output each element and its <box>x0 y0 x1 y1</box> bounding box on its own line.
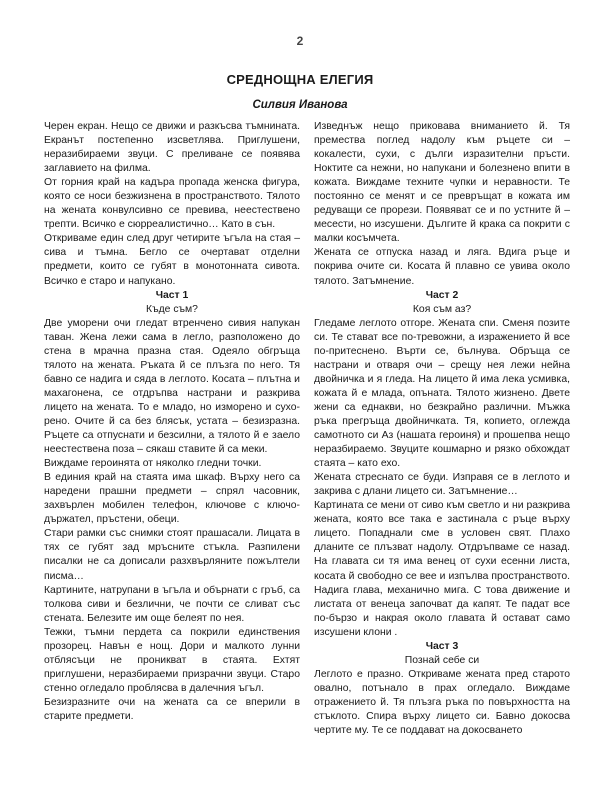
paragraph: Леглото е празно. Откриваме жената пред старото овално, потънало в прах огледало. Виждаме отражението й. Тя плъзга ръка по повърхността на стъклото. Спира върху лицето си. Бавно докосва чертите му. Те се поддават на докосването <box>314 668 570 737</box>
paragraph: От горния край на кадъра пропада женска фигура, която се носи безжизнена в пространството. Тялото на жената конвулсивно се превива, неестествено трепти. Всичко е сюрреалистично… Като в сън. <box>44 177 300 231</box>
paragraph: Тежки, тъмни пердета са покрили единствения прозорец. Навън е нощ. Дори и малкото лунни отблясъци не проникват в стаята. Ехтят приглушени, неразбираеми призрачни звуци. Старо стенно огледало проблясва в далечния ъгъл. <box>44 626 300 694</box>
section-heading-part3: Част 3 <box>425 640 459 652</box>
paragraph: Безизразните очи на жената са се вперили в старите предмети. <box>44 696 300 722</box>
paragraph: Две уморени очи гледат втренчено сивия напукан таван. Жена лежи сама в легло, разположено до стена в мрачна празна стая. Одеяло обгръща тялото на жената. Ръката й се плъзга по него. Тя бавно се надига и сяда в леглото. Косата – плътна и махагонена, се отдръпва настрани и разкрива лицето на жената. То е младо, но изморено и сухорено. Очите й са без блясък, устата – безизразна. Ръцете са отпуснати и безсилни, а тялото й е заело неестествена поза – сякаш ставите й са меки. <box>44 317 300 456</box>
paragraph: Картината се мени от сиво към светло и ни разкрива жената, която все така е застинала с ръце върху лицето. Попаднали сме в условен свят. Плахо дланите се плъзват надолу. Отдръпваме се назад. На главата си тя има венец от сухи есенни листа, косата й свободно се вее и изпълва пространството. Надига глава, механично мига. С това движение и листата от венеца започват да капят. Те падат все по-бързо и накрая около главата й остават само изсушени клони . <box>314 500 570 638</box>
section-heading-part2: Част 2 <box>425 289 459 301</box>
author-name: Силвия Иванова <box>252 99 348 111</box>
section-subtitle-part1: Къде съм? <box>146 303 198 315</box>
section-subtitle-part2: Коя съм аз? <box>412 303 472 315</box>
paragraph: Картините, натрупани в ъгъла и обърнати с гръб, са толкова сиви и безлични, че почти се сливат със стената. Белезите им още белеят по нея. <box>44 584 300 624</box>
page-number: 2 <box>296 34 304 48</box>
section-subtitle-part3: Познай себе си <box>404 654 480 666</box>
paragraph: В единия край на стаята има шкаф. Върху него са наредени прашни предмети – спрял часовник, захвърлен мобилен телефон, ключове с ключодържател, пръстени, обеци. <box>44 472 300 526</box>
paragraph: Откриваме един след друг четирите ъгъла на стая – сива и тъмна. Бегло се очертават отделни предмети, които се губят в монотонната сивота. Всичко е старо и напукано. <box>44 233 300 287</box>
page-title: СРЕДНОЩНА ЕЛЕГИЯ <box>226 72 374 87</box>
paragraph: Стари рамки със снимки стоят прашасали. Лицата в тях се губят зад мръсните стъкла. Разпилени писалки не са дописали разхвърляните пожълтели писма… <box>44 528 300 582</box>
paragraph: Виждаме героинята от няколко гледни точки. <box>44 458 262 470</box>
paragraph: Гледаме леглото отгоре. Жената спи. Сменя позите си. Те стават все по-тревожни, а изражението й все по-притеснено. Върти се, бълнува. Обръща се настрани и отваря очи – срещу нея лежи нейна двойничка и я гледа. На лицето й има лека усмивка, кожата й е млада, опъната. Тялото жизнено. Двете жени са еднакви, но безкрайно различни. Мъжка ръка прегръща двойничката. Тя, копието, оглежда самотното си Аз (нашата героиня) и прошепва нещо неразбираемо. Звуците кошмарно и рязко обхождат стаята – като ехо. <box>314 317 570 470</box>
section-heading-part1: Част 1 <box>155 289 189 301</box>
paragraph: Изведнъж нещо приковава вниманието й. Тя премества поглед надолу към ръцете си – кокалести, сухи, с дълги изразителни пръсти. Ноктите са нежни, но напукани и болезнено впити в кожата. Виждаме техните чупки и неравности. Те постоянно се менят и се превръщат в кожата им редуващи се прорези. Появяват се и по устните й – месести, но изсушени. Дългите й крака са покрити с малки косъмчета. <box>314 121 570 245</box>
paragraph: Черен екран. Нещо се движи и разкъсва тъмнината. Екранът постепенно изсветлява. Приглушени, неразибираеми звуци. С преливане се появява заглавието на филма. <box>44 121 300 175</box>
right-column <box>314 120 570 738</box>
left-column <box>44 120 300 724</box>
paragraph: Жената се отпуска назад и ляга. Вдига ръце и покрива очите си. Косата й плавно се увива около тялото. Затъмнение. <box>314 247 570 287</box>
paragraph: Жената стреснато се буди. Изправя се в леглото и закрива с длани лицето си. Затъмнение… <box>314 472 570 498</box>
